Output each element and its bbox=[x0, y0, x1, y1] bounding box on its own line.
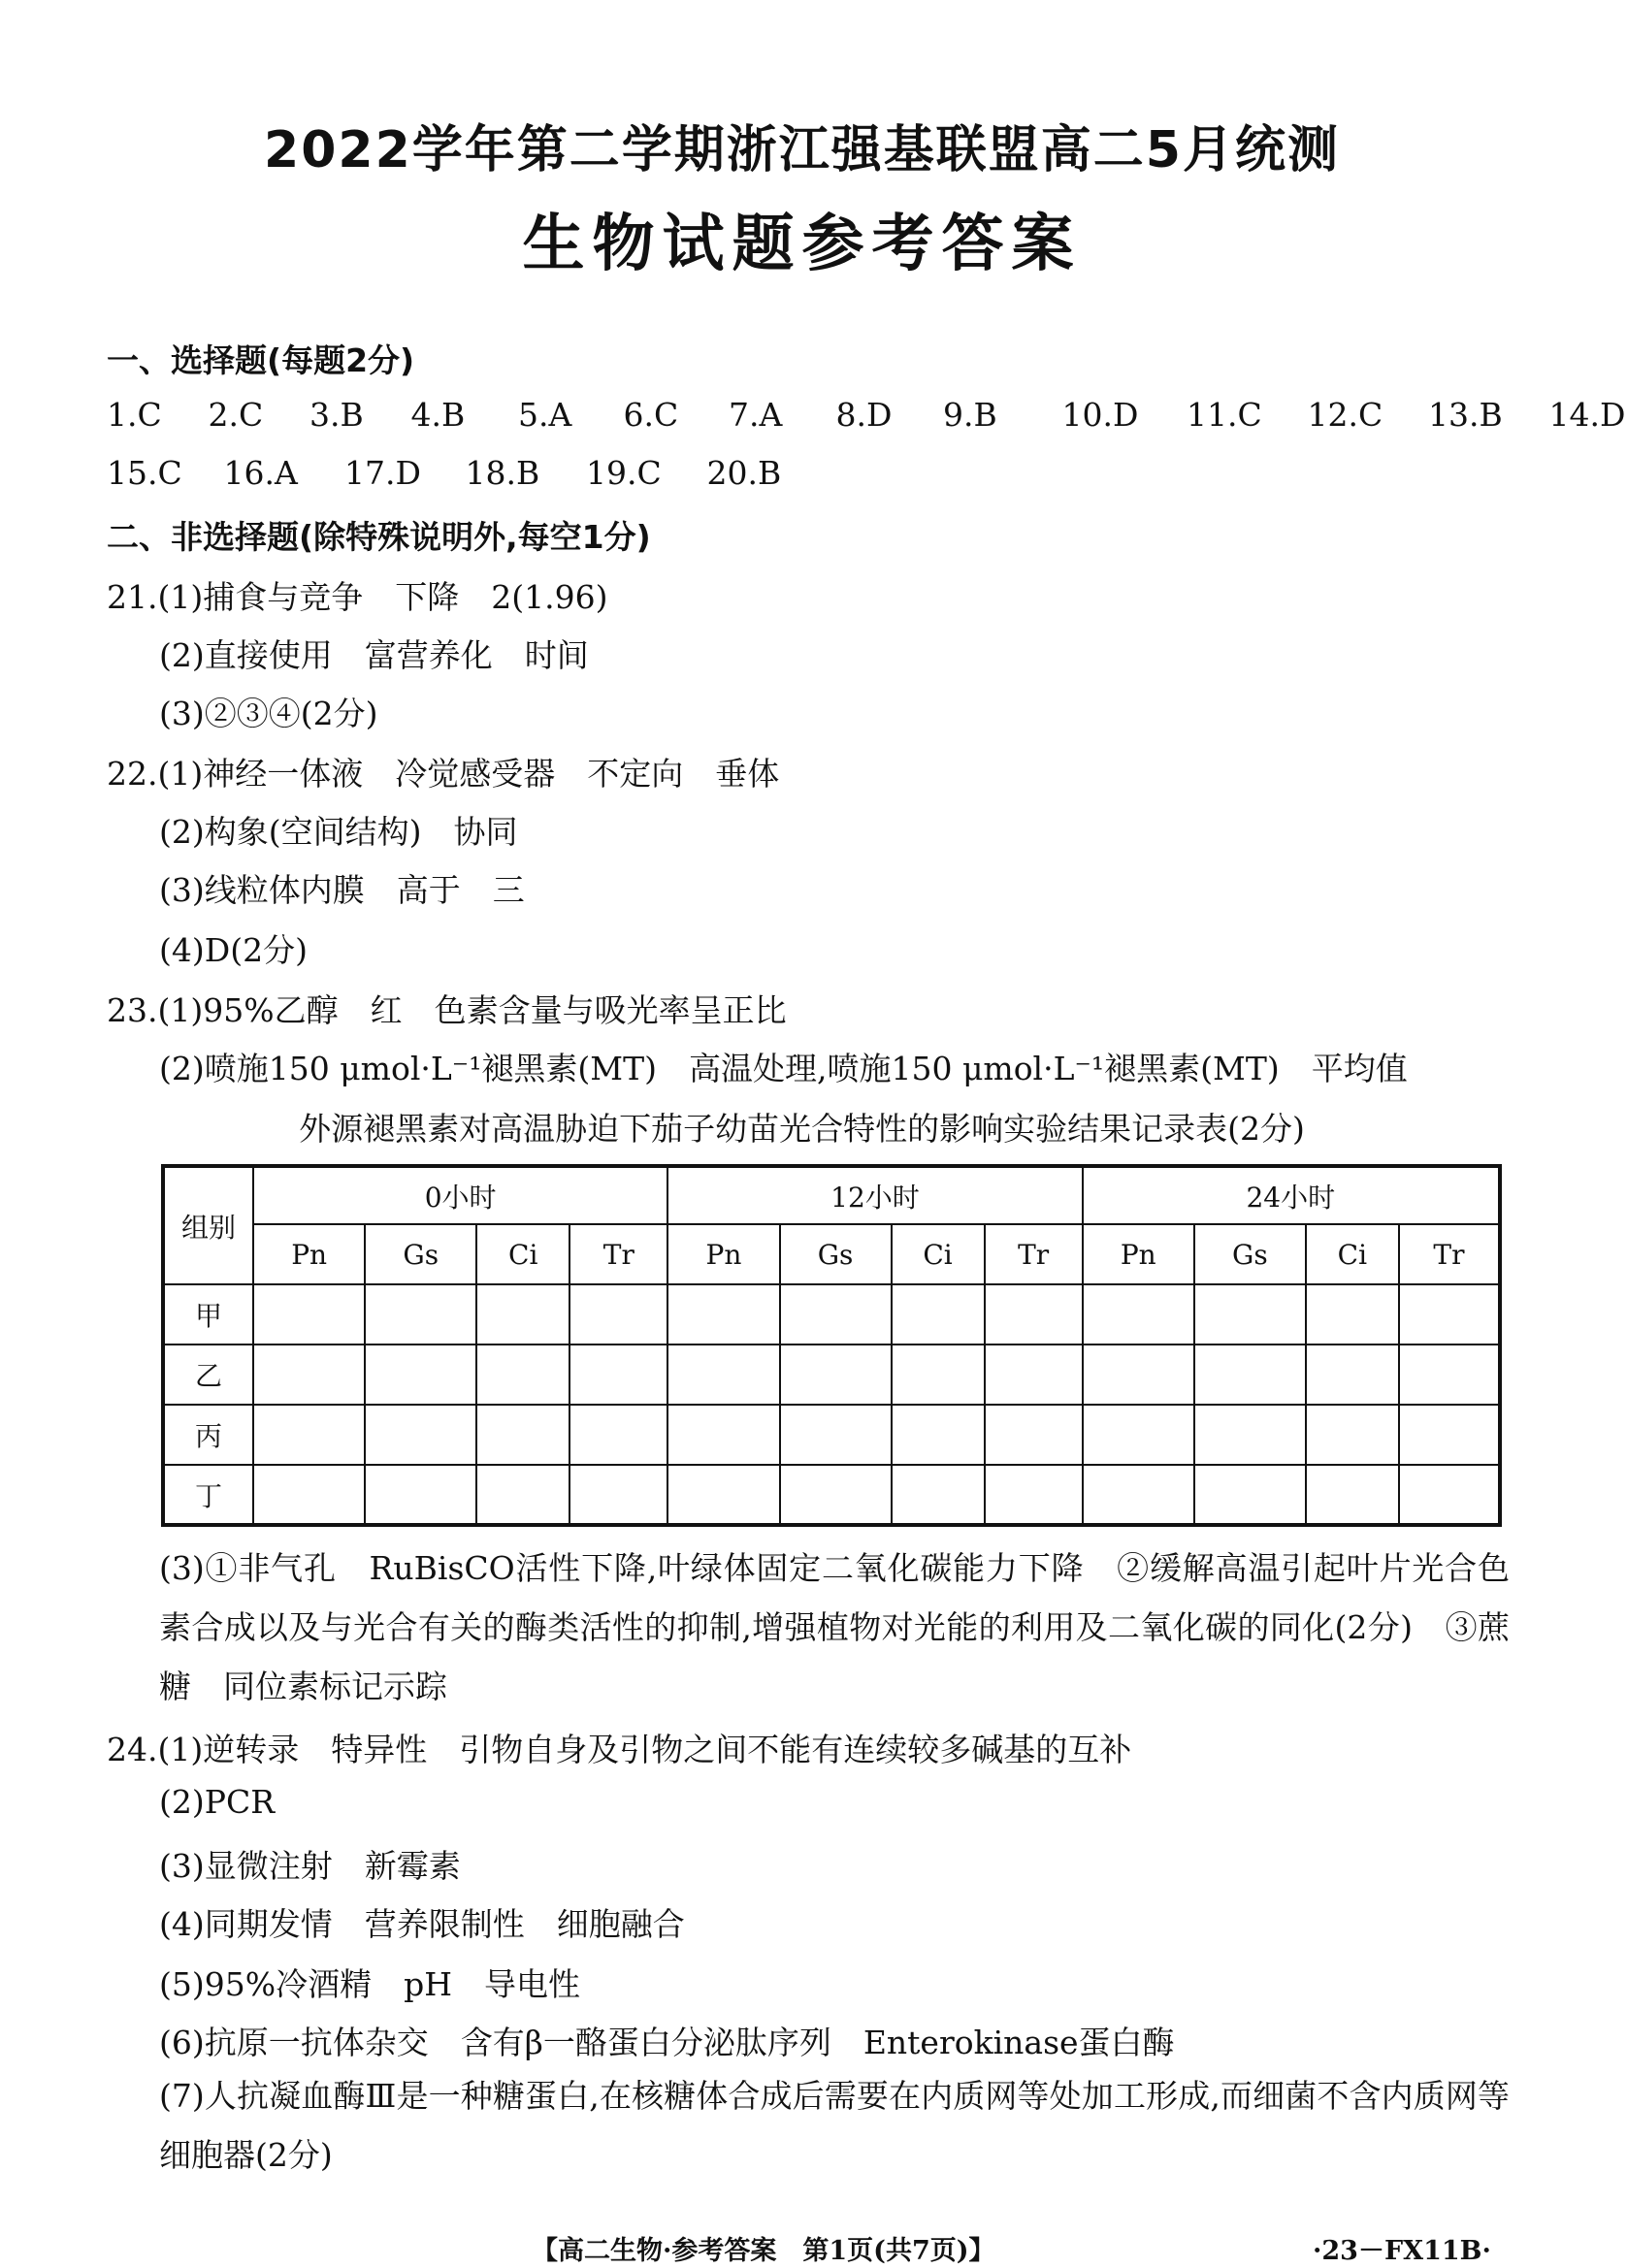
q24-line-5: (5)95%冷酒精 pH 导电性 bbox=[159, 1965, 580, 2003]
mcq-answer: 8.D bbox=[835, 396, 893, 434]
param-header: Gs bbox=[365, 1224, 476, 1284]
mcq-answer: 15.C bbox=[107, 454, 182, 492]
q22-line-3: (3)线粒体内膜 高于 三 bbox=[159, 871, 525, 909]
table-row bbox=[163, 1465, 1500, 1525]
mcq-answer: 16.A bbox=[223, 454, 298, 492]
mcq-row-2 bbox=[107, 454, 785, 492]
page-footer: 【高二生物·参考答案 第1页(共7页)】 bbox=[532, 2236, 995, 2266]
q24-line-7-paragraph: (7)人抗凝血酶Ⅲ是一种糖蛋白,在核糖体合成后需要在内质网等处加工形成,而细菌不含内质网等细胞器(2分) bbox=[159, 2077, 1510, 2174]
q24-line-6: (6)抗原一抗体杂交 含有β一酪蛋白分泌肽序列 Enterokinase蛋白酶 bbox=[159, 2024, 1175, 2061]
mcq-answer: 14.D bbox=[1548, 396, 1626, 434]
q24-line-1: 24.(1)逆转录 特异性 引物自身及引物之间不能有连续较多碱基的互补 bbox=[107, 1731, 1132, 1768]
mcq-answer: 13.B bbox=[1428, 396, 1503, 434]
answer-key-title: 生物试题参考答案 bbox=[522, 209, 1082, 280]
group-header: 组别 bbox=[163, 1166, 253, 1284]
q21-line-2: (2)直接使用 富营养化 时间 bbox=[159, 636, 589, 674]
param-header: Gs bbox=[1194, 1224, 1306, 1284]
param-header: Tr bbox=[985, 1224, 1083, 1284]
mcq-answer: 6.C bbox=[623, 396, 679, 434]
mcq-answer: 20.B bbox=[706, 454, 782, 492]
mcq-answer: 17.D bbox=[344, 454, 421, 492]
time-header-12h: 12小时 bbox=[667, 1166, 1082, 1224]
time-header-0h: 0小时 bbox=[253, 1166, 667, 1224]
param-header: Ci bbox=[1306, 1224, 1399, 1284]
document-code: ·23－FX11B· bbox=[1313, 2236, 1491, 2266]
q23-line-1: 23.(1)95%乙醇 红 色素含量与吸光率呈正比 bbox=[107, 991, 787, 1029]
row-label: 甲 bbox=[163, 1284, 253, 1345]
mcq-answer: 4.B bbox=[410, 396, 466, 434]
q23-part-3-paragraph: (3)①非气孔 RuBisCO活性下降,叶绿体固定二氧化碳能力下降 ②缓解高温引起叶片光合色素合成以及与光合有关的酶类活性的抑制,增强植物对光能的利用及二氧化碳的同化(2分) ③蔗糖 同位素标记示踪 bbox=[159, 1549, 1510, 1705]
row-label: 丙 bbox=[163, 1405, 253, 1465]
mcq-answer: 12.C bbox=[1307, 396, 1383, 434]
mcq-answer: 3.B bbox=[309, 396, 364, 434]
param-header: Ci bbox=[476, 1224, 569, 1284]
param-header: Tr bbox=[569, 1224, 667, 1284]
q24-line-4: (4)同期发情 营养限制性 细胞融合 bbox=[159, 1905, 685, 1943]
q23-line-2: (2)喷施150 μmol·L⁻¹褪黑素(MT) 高温处理,喷施150 μmol·L⁻¹褪黑素(MT) 平均值 bbox=[159, 1050, 1408, 1087]
mcq-answer: 19.C bbox=[586, 454, 662, 492]
results-record-table bbox=[161, 1164, 1502, 1527]
q22-line-1: 22.(1)神经一体液 冷觉感受器 不定向 垂体 bbox=[107, 755, 780, 793]
mcq-answer: 1.C bbox=[107, 396, 162, 434]
time-header-24h: 24小时 bbox=[1083, 1166, 1500, 1224]
mcq-answer: 5.A bbox=[518, 396, 572, 434]
q24-line-3: (3)显微注射 新霉素 bbox=[159, 1847, 461, 1885]
table-caption: 外源褪黑素对高温胁迫下茄子幼苗光合特性的影响实验结果记录表(2分) bbox=[299, 1110, 1305, 1148]
mcq-answer: 10.D bbox=[1061, 396, 1139, 434]
q21-line-3: (3)②③④(2分) bbox=[159, 695, 378, 732]
table-row bbox=[163, 1345, 1500, 1405]
param-header: Pn bbox=[1083, 1224, 1194, 1284]
mcq-answer: 7.A bbox=[729, 396, 783, 434]
param-header: Pn bbox=[253, 1224, 365, 1284]
section-1-heading: 一、选择题(每题2分) bbox=[107, 341, 415, 379]
param-header: Pn bbox=[667, 1224, 779, 1284]
mcq-answer: 2.C bbox=[208, 396, 264, 434]
param-header: Ci bbox=[892, 1224, 985, 1284]
table-row bbox=[163, 1284, 1500, 1345]
mcq-row-1 bbox=[107, 396, 1627, 434]
mcq-answer: 11.C bbox=[1187, 396, 1262, 434]
row-label: 丁 bbox=[163, 1465, 253, 1525]
exam-title: 2022学年第二学期浙江强基联盟高二5月统测 bbox=[264, 121, 1340, 179]
mcq-answer: 18.B bbox=[465, 454, 540, 492]
mcq-answer: 9.B bbox=[943, 396, 997, 434]
q22-line-2: (2)构象(空间结构) 协同 bbox=[159, 813, 518, 851]
q24-line-2: (2)PCR bbox=[159, 1783, 276, 1821]
param-header: Gs bbox=[780, 1224, 892, 1284]
section-2-heading: 二、非选择题(除特殊说明外,每空1分) bbox=[107, 518, 651, 556]
row-label: 乙 bbox=[163, 1345, 253, 1405]
q22-line-4: (4)D(2分) bbox=[159, 931, 308, 969]
q21-line-1: 21.(1)捕食与竞争 下降 2(1.96) bbox=[107, 578, 608, 616]
table-row bbox=[163, 1405, 1500, 1465]
param-header: Tr bbox=[1399, 1224, 1500, 1284]
